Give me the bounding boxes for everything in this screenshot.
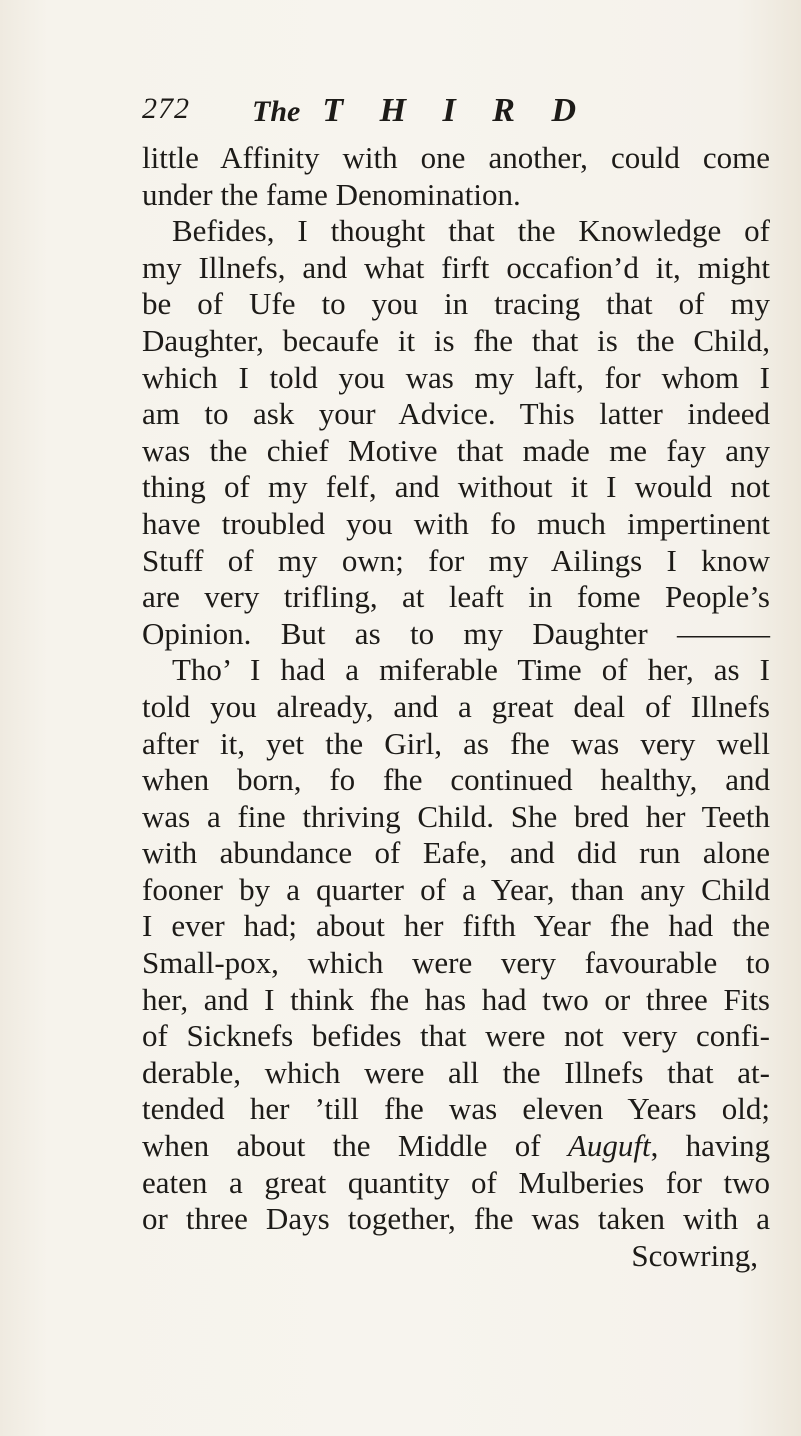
page-number: 272 [142,92,190,125]
text-line-august [142,1128,770,1165]
text-line: am to ask your Advice. This latter indeed [142,396,770,432]
italic-word: Auguft [567,1128,651,1164]
text-line: Small-pox, which were very favourable to [142,945,770,981]
text-line: derable, which were all the Illnefs that at- [142,1054,770,1090]
text-line: or three Days together, fhe was taken with a [142,1201,770,1237]
body-text [142,140,770,1274]
text-line-part: , having [650,1128,771,1164]
text-line: Opinion. But as to my Daughter ——— [142,615,770,651]
text-line: was the chief Motive that made me fay any [142,432,770,468]
text-line: fooner by a quarter of a Year, than any Child [142,871,770,907]
running-title-third: T H I R D [322,92,591,129]
text-line: tended her ’till fhe was eleven Years old; [142,1091,770,1127]
text-line-part: when about the Middle of [142,1128,541,1164]
running-title-the: The [252,95,301,128]
text-line: told you already, and a great deal of Illnefs [142,688,770,724]
text-line: with abundance of Eafe, and did run alone [142,835,770,871]
text-line: little Affinity with one another, could come [142,140,770,175]
text-line: Stuff of my own; for my Ailings I know [142,542,770,578]
paragraph-start-line: Tho’ I had a miferable Time of her, as I [172,652,770,688]
text-line: be of Ufe to you in tracing that of my [142,286,770,322]
text-line: her, and I think fhe has had two or three Fits [142,981,770,1017]
running-title [252,92,590,130]
text-line: my Illnefs, and what firft occafion’d it, might [142,249,770,285]
text-line: of Sicknefs befides that were not very confi- [142,1018,770,1054]
text-line: eaten a great quantity of Mulberies for two [142,1164,770,1200]
text-line: under the fame Denomination. [142,176,521,212]
paragraph-start-line: Befides, I thought that the Knowledge of [172,213,770,249]
text-line: Daughter, becaufe it is fhe that is the Child, [142,322,770,358]
running-head [142,92,702,132]
text-line: have troubled you with fo much impertinent [142,505,770,541]
text-line: after it, yet the Girl, as fhe was very well [142,725,770,761]
catchword: Scowring, [631,1237,758,1273]
text-line: which I told you was my laft, for whom I [142,359,770,395]
text-line: I ever had; about her fifth Year fhe had the [142,908,770,944]
text-line: when born, fo fhe continued healthy, and [142,762,770,798]
text-line: was a fine thriving Child. She bred her Teeth [142,798,770,834]
text-line: are very trifling, at leaft in fome People’s [142,579,770,615]
text-line: thing of my felf, and without it I would not [142,469,770,505]
